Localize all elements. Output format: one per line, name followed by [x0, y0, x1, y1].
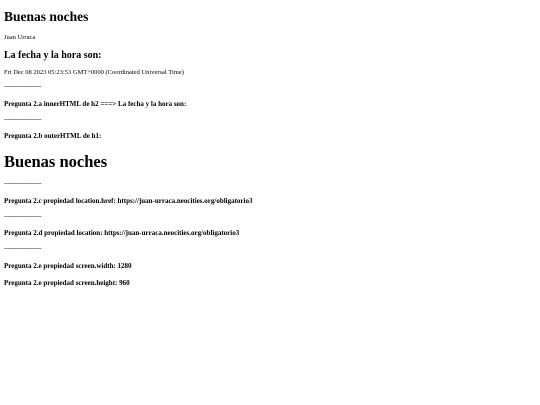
date-value: Fri Dec 08 2023 05:23:53 GMT+0000 (Coordinated Universal Time): [4, 69, 184, 76]
question-2e-width: Pregunta 2.e propiedad screen.width: 1280: [4, 262, 132, 270]
question-2d: Pregunta 2.d propiedad location: https://juan-urraca.neocities.org/obligatorio3: [4, 229, 240, 237]
page-heading: Buenas noches: [4, 9, 89, 24]
question-2c: Pregunta 2.c propiedad location.href: https://juan-urraca.neocities.org/obligatorio3: [4, 197, 253, 205]
question-2e-height: Pregunta 2.e propiedad screen.height: 960: [4, 279, 130, 287]
date-heading: La fecha y la hora son:: [4, 50, 102, 61]
outer-html-heading: Buenas noches: [4, 152, 108, 171]
question-2a: Pregunta 2.a innerHTML de h2 ===> La fecha y la hora son:: [4, 100, 187, 108]
separator: --------------------: [4, 116, 42, 123]
author-name: Juan Urraca: [4, 34, 36, 41]
separator: --------------------: [4, 213, 42, 220]
separator: --------------------: [4, 245, 42, 252]
separator: --------------------: [4, 180, 42, 187]
question-2b: Pregunta 2.b outerHTML de h1:: [4, 132, 102, 140]
separator: --------------------: [4, 83, 42, 90]
